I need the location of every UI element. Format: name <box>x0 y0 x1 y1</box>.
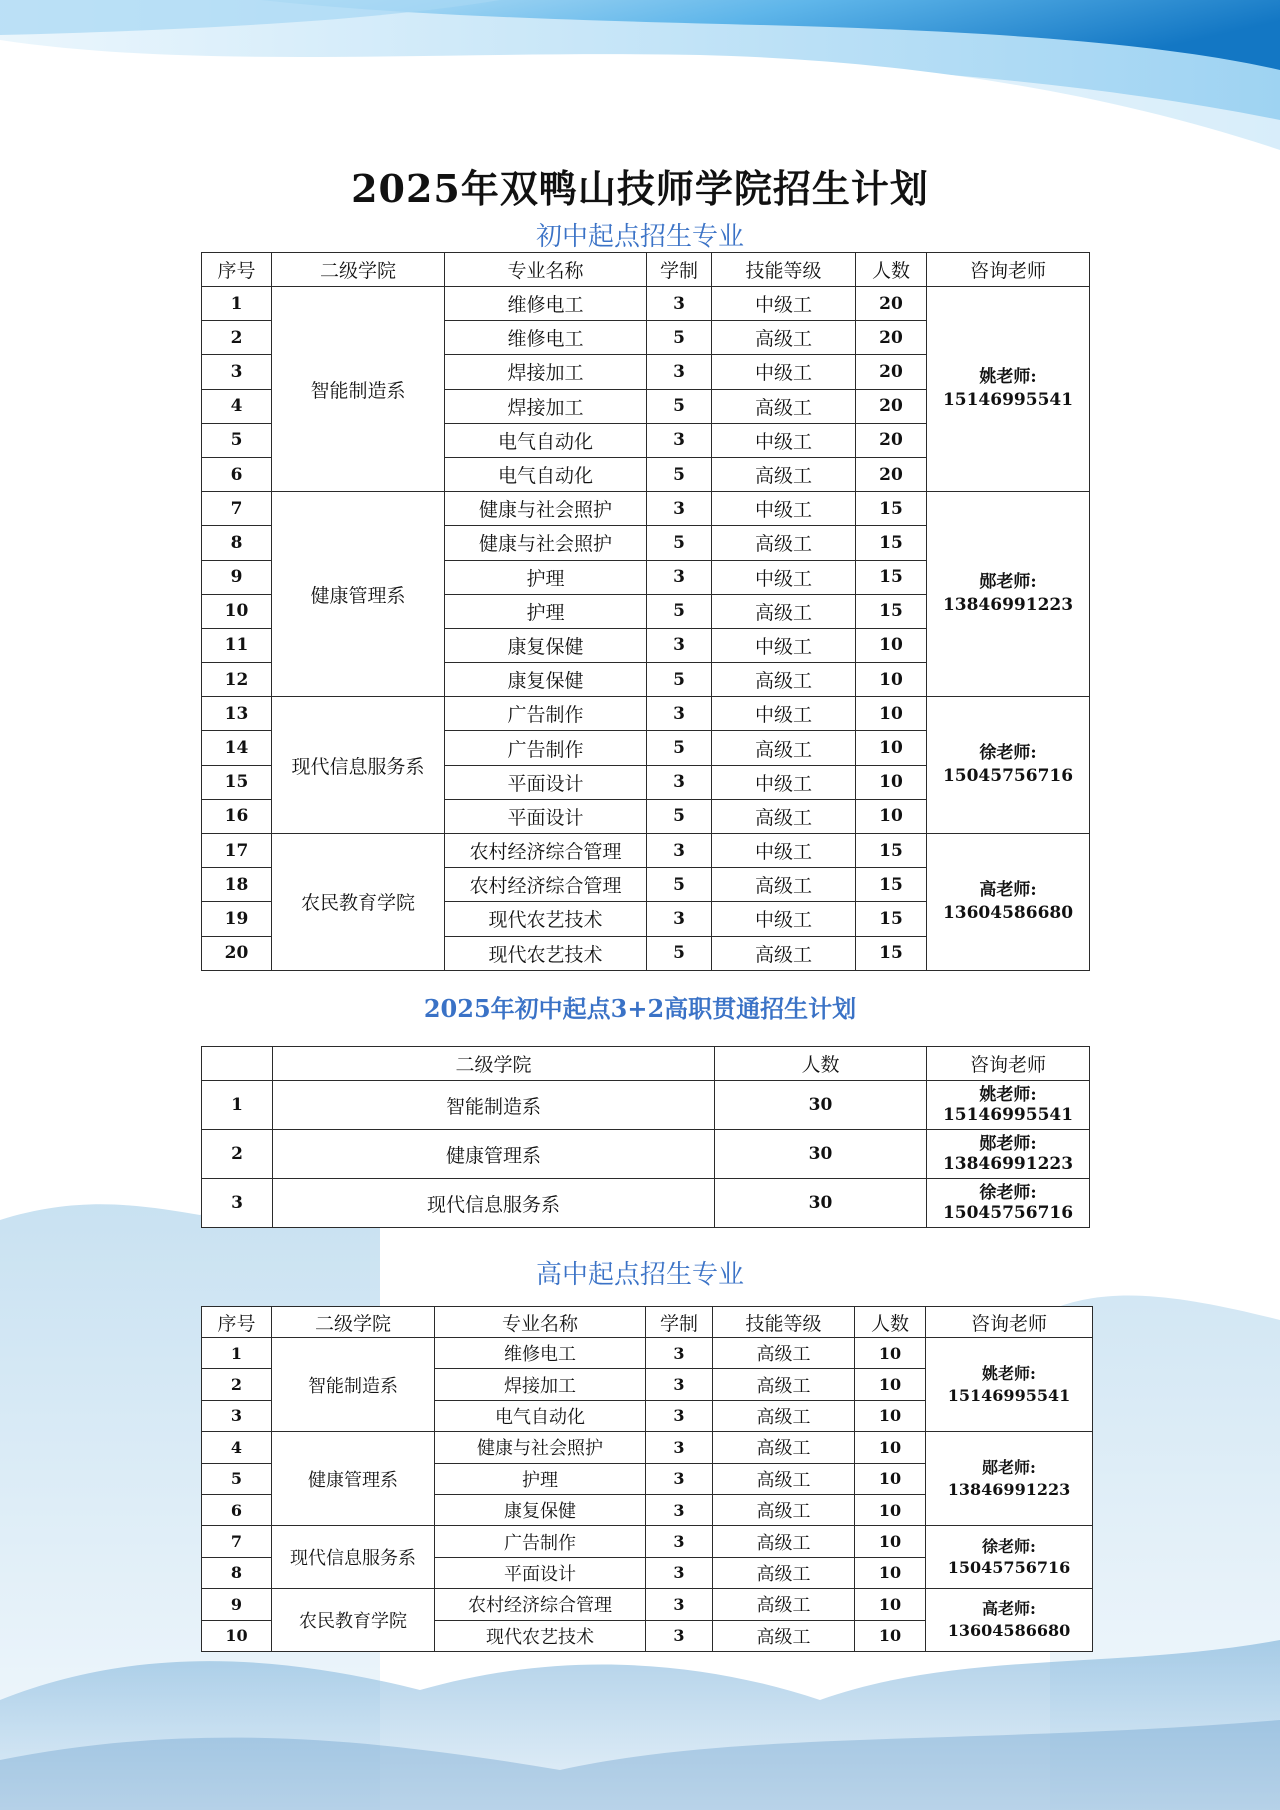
duration-cell: 3 <box>647 628 712 662</box>
major-cell: 电气自动化 <box>445 423 647 457</box>
count-cell: 10 <box>856 731 927 765</box>
duration-cell: 3 <box>646 1338 713 1369</box>
count-cell: 10 <box>856 765 927 799</box>
duration-cell: 5 <box>647 663 712 697</box>
table-row <box>202 1338 1093 1369</box>
row-number: 3 <box>202 1400 272 1431</box>
contact-cell <box>927 492 1090 697</box>
count-cell: 10 <box>855 1526 926 1557</box>
row-number: 4 <box>202 1432 272 1463</box>
contact-phone: 15146995541 <box>942 390 1074 411</box>
junior-plan-table <box>201 252 1090 971</box>
major-cell: 康复保健 <box>445 663 647 697</box>
row-number: 6 <box>202 457 272 491</box>
table-row <box>202 1130 1090 1179</box>
major-cell: 焊接加工 <box>445 355 647 389</box>
contact-cell <box>927 1179 1090 1228</box>
skill-level-cell: 中级工 <box>712 765 856 799</box>
row-number: 12 <box>202 663 272 697</box>
major-cell: 健康与社会照护 <box>435 1432 646 1463</box>
column-header: 学制 <box>647 253 712 287</box>
college-cell: 农民教育学院 <box>272 834 445 971</box>
contact-name: 郧老师: <box>979 572 1037 593</box>
duration-cell: 3 <box>647 902 712 936</box>
duration-cell: 5 <box>647 457 712 491</box>
three-plus-two-body <box>202 1081 1090 1228</box>
skill-level-cell: 中级工 <box>712 287 856 321</box>
skill-level-cell: 高级工 <box>713 1494 855 1525</box>
contact-cell <box>927 834 1090 971</box>
count-cell: 10 <box>856 628 927 662</box>
count-cell: 10 <box>856 697 927 731</box>
major-cell: 农村经济综合管理 <box>445 868 647 902</box>
major-cell: 健康与社会照护 <box>445 492 647 526</box>
duration-cell: 5 <box>647 321 712 355</box>
count-cell: 15 <box>856 936 927 970</box>
count-cell: 10 <box>855 1369 926 1400</box>
row-number: 16 <box>202 799 272 833</box>
contact-phone: 15045756716 <box>942 766 1074 787</box>
contact-phone: 15045756716 <box>947 1558 1071 1578</box>
contact-cell <box>927 287 1090 492</box>
row-number: 3 <box>202 355 272 389</box>
row-number: 17 <box>202 834 272 868</box>
row-number: 2 <box>202 321 272 355</box>
duration-cell: 5 <box>647 799 712 833</box>
skill-level-cell: 高级工 <box>712 457 856 491</box>
skill-level-cell: 中级工 <box>712 492 856 526</box>
duration-cell: 5 <box>647 936 712 970</box>
row-number: 5 <box>202 423 272 457</box>
college-cell: 健康管理系 <box>272 1432 435 1526</box>
college-cell: 农民教育学院 <box>272 1589 435 1652</box>
major-cell: 康复保健 <box>445 628 647 662</box>
table-row <box>202 287 1090 321</box>
column-header: 专业名称 <box>445 253 647 287</box>
count-cell: 10 <box>855 1338 926 1369</box>
column-header: 序号 <box>202 1307 272 1338</box>
duration-cell: 3 <box>646 1400 713 1431</box>
college-cell: 智能制造系 <box>273 1081 715 1130</box>
row-number: 18 <box>202 868 272 902</box>
skill-level-cell: 高级工 <box>713 1432 855 1463</box>
count-cell: 10 <box>856 799 927 833</box>
column-header: 序号 <box>202 253 272 287</box>
column-header: 二级学院 <box>272 253 445 287</box>
count-cell: 30 <box>715 1130 927 1179</box>
row-number: 1 <box>202 1338 272 1369</box>
skill-level-cell: 高级工 <box>713 1338 855 1369</box>
contact-cell <box>926 1432 1093 1526</box>
column-header: 技能等级 <box>713 1307 855 1338</box>
duration-cell: 3 <box>646 1589 713 1620</box>
table-row <box>202 1179 1090 1228</box>
row-number: 8 <box>202 1557 272 1588</box>
major-cell: 农村经济综合管理 <box>435 1589 646 1620</box>
contact-phone: 15045756716 <box>942 1203 1074 1223</box>
college-cell: 现代信息服务系 <box>272 1526 435 1589</box>
row-number: 6 <box>202 1494 272 1525</box>
duration-cell: 3 <box>647 834 712 868</box>
column-header: 人数 <box>855 1307 926 1338</box>
three-plus-two-table <box>201 1046 1090 1228</box>
contact-cell <box>926 1338 1093 1432</box>
major-cell: 护理 <box>445 594 647 628</box>
duration-cell: 3 <box>646 1369 713 1400</box>
duration-cell: 3 <box>647 697 712 731</box>
contact-name: 郧老师: <box>979 1133 1037 1154</box>
row-number: 8 <box>202 526 272 560</box>
contact-phone: 13604586680 <box>947 1621 1071 1641</box>
contact-name: 徐老师: <box>982 1536 1036 1556</box>
column-header: 二级学院 <box>272 1307 435 1338</box>
count-cell: 15 <box>856 492 927 526</box>
skill-level-cell: 中级工 <box>712 697 856 731</box>
table-row <box>202 834 1090 868</box>
count-cell: 15 <box>856 868 927 902</box>
major-cell: 维修电工 <box>445 287 647 321</box>
column-header: 人数 <box>715 1047 927 1081</box>
skill-level-cell: 高级工 <box>713 1557 855 1588</box>
count-cell: 10 <box>855 1432 926 1463</box>
duration-cell: 3 <box>647 765 712 799</box>
contact-cell <box>927 697 1090 834</box>
major-cell: 护理 <box>445 560 647 594</box>
duration-cell: 3 <box>647 560 712 594</box>
table-row <box>202 492 1090 526</box>
column-header: 学制 <box>646 1307 713 1338</box>
column-header: 咨询老师 <box>926 1307 1093 1338</box>
count-cell: 20 <box>856 423 927 457</box>
contact-name: 徐老师: <box>979 743 1037 764</box>
duration-cell: 3 <box>646 1620 713 1651</box>
duration-cell: 5 <box>647 868 712 902</box>
count-cell: 10 <box>855 1557 926 1588</box>
table-row <box>202 1081 1090 1130</box>
contact-cell <box>926 1526 1093 1589</box>
row-number: 7 <box>202 1526 272 1557</box>
column-header: 人数 <box>856 253 927 287</box>
duration-cell: 5 <box>647 594 712 628</box>
junior-plan-header <box>202 253 1090 287</box>
count-cell: 30 <box>715 1081 927 1130</box>
major-cell: 护理 <box>435 1463 646 1494</box>
skill-level-cell: 中级工 <box>712 834 856 868</box>
duration-cell: 3 <box>646 1526 713 1557</box>
row-number: 19 <box>202 902 272 936</box>
duration-cell: 5 <box>647 731 712 765</box>
college-cell: 现代信息服务系 <box>273 1179 715 1228</box>
count-cell: 15 <box>856 594 927 628</box>
table-row <box>202 1589 1093 1620</box>
column-header <box>202 1047 273 1081</box>
skill-level-cell: 中级工 <box>712 423 856 457</box>
row-number: 13 <box>202 697 272 731</box>
count-cell: 15 <box>856 560 927 594</box>
column-header: 咨询老师 <box>927 1047 1090 1081</box>
skill-level-cell: 中级工 <box>712 560 856 594</box>
contact-phone: 13604586680 <box>942 902 1074 923</box>
skill-level-cell: 高级工 <box>712 731 856 765</box>
college-cell: 健康管理系 <box>272 492 445 697</box>
count-cell: 20 <box>856 355 927 389</box>
major-cell: 维修电工 <box>445 321 647 355</box>
row-number: 11 <box>202 628 272 662</box>
row-number: 10 <box>202 1620 272 1651</box>
count-cell: 20 <box>856 389 927 423</box>
skill-level-cell: 高级工 <box>713 1400 855 1431</box>
row-number: 2 <box>202 1369 272 1400</box>
skill-level-cell: 中级工 <box>712 628 856 662</box>
major-cell: 焊接加工 <box>435 1369 646 1400</box>
major-cell: 健康与社会照护 <box>445 526 647 560</box>
row-number: 9 <box>202 560 272 594</box>
row-number: 7 <box>202 492 272 526</box>
count-cell: 10 <box>855 1589 926 1620</box>
contact-name: 姚老师: <box>979 1084 1037 1105</box>
section-title-senior: 高中起点招生专业 <box>535 1260 744 1290</box>
count-cell: 10 <box>856 663 927 697</box>
header-row <box>202 253 1090 287</box>
count-cell: 10 <box>855 1620 926 1651</box>
row-number: 20 <box>202 936 272 970</box>
duration-cell: 3 <box>647 492 712 526</box>
row-number: 2 <box>202 1130 273 1179</box>
count-cell: 15 <box>856 526 927 560</box>
skill-level-cell: 高级工 <box>713 1369 855 1400</box>
senior-plan-body <box>202 1338 1093 1652</box>
three-plus-two-header <box>202 1047 1090 1081</box>
header-row <box>202 1307 1093 1338</box>
major-cell: 广告制作 <box>445 697 647 731</box>
duration-cell: 3 <box>647 355 712 389</box>
skill-level-cell: 高级工 <box>713 1589 855 1620</box>
college-cell: 智能制造系 <box>272 287 445 492</box>
duration-cell: 3 <box>646 1463 713 1494</box>
count-cell: 10 <box>855 1494 926 1525</box>
row-number: 9 <box>202 1589 272 1620</box>
contact-phone: 15146995541 <box>942 1105 1074 1125</box>
contact-phone: 13846991223 <box>942 595 1074 616</box>
junior-plan-body <box>202 287 1090 971</box>
duration-cell: 3 <box>646 1557 713 1588</box>
duration-cell: 3 <box>647 287 712 321</box>
senior-plan-header <box>202 1307 1093 1338</box>
major-cell: 维修电工 <box>435 1338 646 1369</box>
row-number: 3 <box>202 1179 273 1228</box>
senior-plan-table <box>201 1306 1093 1652</box>
contact-name: 高老师: <box>979 879 1037 900</box>
row-number: 1 <box>202 287 272 321</box>
skill-level-cell: 高级工 <box>713 1463 855 1494</box>
skill-level-cell: 中级工 <box>712 355 856 389</box>
count-cell: 20 <box>856 321 927 355</box>
contact-cell <box>927 1130 1090 1179</box>
contact-phone: 13846991223 <box>947 1479 1071 1499</box>
college-cell: 现代信息服务系 <box>272 697 445 834</box>
row-number: 14 <box>202 731 272 765</box>
duration-cell: 3 <box>647 423 712 457</box>
column-header: 技能等级 <box>712 253 856 287</box>
skill-level-cell: 高级工 <box>712 663 856 697</box>
table-row <box>202 1526 1093 1557</box>
contact-cell <box>927 1081 1090 1130</box>
column-header: 二级学院 <box>273 1047 715 1081</box>
contact-cell <box>926 1589 1093 1652</box>
skill-level-cell: 高级工 <box>712 389 856 423</box>
row-number: 4 <box>202 389 272 423</box>
table-row <box>202 697 1090 731</box>
page-title: 2025年双鸭山技师学院招生计划 <box>351 166 929 211</box>
table-row <box>202 1432 1093 1463</box>
count-cell: 10 <box>855 1463 926 1494</box>
column-header: 专业名称 <box>435 1307 646 1338</box>
major-cell: 平面设计 <box>445 799 647 833</box>
skill-level-cell: 高级工 <box>712 936 856 970</box>
skill-level-cell: 高级工 <box>712 594 856 628</box>
major-cell: 康复保健 <box>435 1494 646 1525</box>
row-number: 5 <box>202 1463 272 1494</box>
skill-level-cell: 高级工 <box>712 526 856 560</box>
major-cell: 焊接加工 <box>445 389 647 423</box>
major-cell: 现代农艺技术 <box>445 936 647 970</box>
section-title-3plus2: 2025年初中起点3+2高职贯通招生计划 <box>423 994 857 1023</box>
contact-name: 姚老师: <box>979 367 1037 388</box>
skill-level-cell: 中级工 <box>712 902 856 936</box>
duration-cell: 5 <box>647 526 712 560</box>
row-number: 15 <box>202 765 272 799</box>
count-cell: 30 <box>715 1179 927 1228</box>
contact-phone: 15146995541 <box>947 1385 1071 1405</box>
skill-level-cell: 高级工 <box>712 799 856 833</box>
major-cell: 平面设计 <box>445 765 647 799</box>
contact-name: 徐老师: <box>979 1182 1037 1203</box>
skill-level-cell: 高级工 <box>713 1526 855 1557</box>
skill-level-cell: 高级工 <box>713 1620 855 1651</box>
contact-name: 郧老师: <box>982 1458 1036 1478</box>
major-cell: 平面设计 <box>435 1557 646 1588</box>
duration-cell: 5 <box>647 389 712 423</box>
college-cell: 智能制造系 <box>272 1338 435 1432</box>
major-cell: 广告制作 <box>435 1526 646 1557</box>
major-cell: 广告制作 <box>445 731 647 765</box>
major-cell: 电气自动化 <box>445 457 647 491</box>
column-header: 咨询老师 <box>927 253 1090 287</box>
major-cell: 现代农艺技术 <box>445 902 647 936</box>
count-cell: 10 <box>855 1400 926 1431</box>
contact-phone: 13846991223 <box>942 1154 1074 1174</box>
row-number: 1 <box>202 1081 273 1130</box>
major-cell: 电气自动化 <box>435 1400 646 1431</box>
count-cell: 15 <box>856 834 927 868</box>
skill-level-cell: 高级工 <box>712 321 856 355</box>
contact-name: 高老师: <box>982 1599 1036 1619</box>
header-row <box>202 1047 1090 1081</box>
major-cell: 现代农艺技术 <box>435 1620 646 1651</box>
count-cell: 20 <box>856 457 927 491</box>
count-cell: 20 <box>856 287 927 321</box>
section-title-junior: 初中起点招生专业 <box>535 222 744 252</box>
duration-cell: 3 <box>646 1432 713 1463</box>
count-cell: 15 <box>856 902 927 936</box>
skill-level-cell: 高级工 <box>712 868 856 902</box>
duration-cell: 3 <box>646 1494 713 1525</box>
row-number: 10 <box>202 594 272 628</box>
major-cell: 农村经济综合管理 <box>445 834 647 868</box>
contact-name: 姚老师: <box>982 1363 1036 1383</box>
college-cell: 健康管理系 <box>273 1130 715 1179</box>
